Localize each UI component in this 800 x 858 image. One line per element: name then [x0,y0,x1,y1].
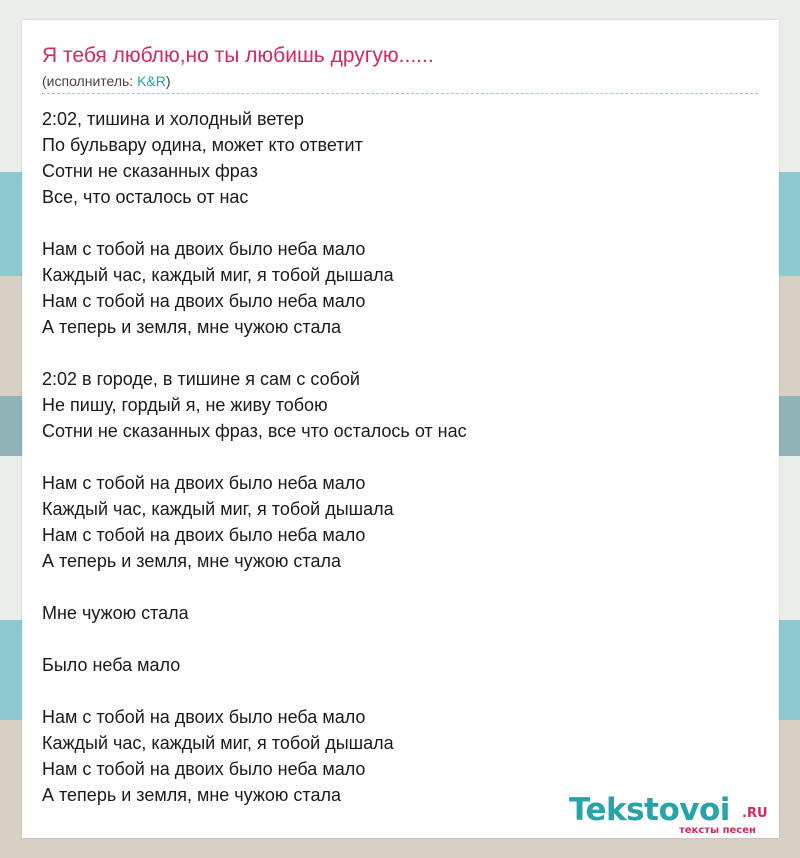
lyric-line: 2:02, тишина и холодный ветер [42,109,304,129]
lyric-line: Нам с тобой на двоих было неба мало [42,525,366,545]
stanza-break [42,210,742,236]
lyric-line: Каждый час, каждый миг, я тобой дышала [42,265,394,285]
logo-text: Tekstovoi [569,792,730,828]
lyric-line: Сотни не сказанных фраз [42,161,258,181]
lyric-line: А теперь и земля, мне чужою стала [42,551,341,571]
artist-suffix: ) [165,73,171,89]
artist-line [42,73,171,89]
stanza-break [42,678,742,704]
stanza-break [42,444,742,470]
song-title: Я тебя люблю,но ты любишь другую...... [42,44,434,67]
lyric-line: Каждый час, каждый миг, я тобой дышала [42,733,394,753]
lyric-line: Было неба мало [42,655,181,675]
lyric-line: Все, что осталось от нас [42,187,249,207]
lyric-line: А теперь и земля, мне чужою стала [42,785,341,805]
lyric-line: Нам с тобой на двоих было неба мало [42,759,366,779]
lyric-line: Нам с тобой на двоих было неба мало [42,291,366,311]
lyric-line: Мне чужою стала [42,603,189,623]
lyric-line: По бульвару одина, может кто ответит [42,135,363,155]
lyrics-body [42,106,742,808]
lyric-line: Не пишу, гордый я, не живу тобою [42,395,328,415]
logo-domain: .RU [742,806,768,821]
stanza-break [42,626,742,652]
logo-tagline: тексты песен [679,825,756,836]
site-logo[interactable] [569,792,779,838]
stanza-break [42,574,742,600]
artist-link[interactable]: K&R [137,73,166,89]
lyric-line: 2:02 в городе, в тишине я сам с собой [42,369,360,389]
lyric-line: Сотни не сказанных фраз, все что осталось от нас [42,421,467,441]
lyric-line: Нам с тобой на двоих было неба мало [42,707,366,727]
lyric-line: А теперь и земля, мне чужою стала [42,317,341,337]
stanza-break [42,340,742,366]
artist-prefix: (исполнитель: [42,73,138,89]
divider [42,93,758,94]
lyrics-card [22,20,779,838]
lyric-line: Нам с тобой на двоих было неба мало [42,239,366,259]
lyric-line: Каждый час, каждый миг, я тобой дышала [42,499,394,519]
lyric-line: Нам с тобой на двоих было неба мало [42,473,366,493]
